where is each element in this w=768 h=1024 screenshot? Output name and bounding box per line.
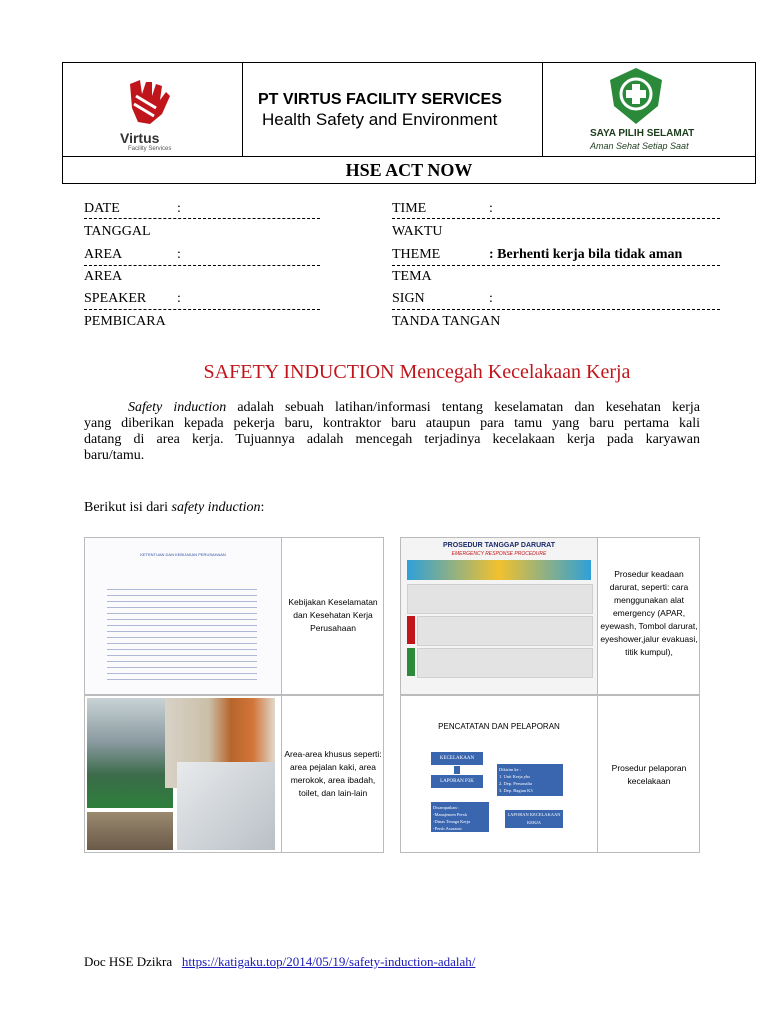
speaker-label: SPEAKER: [84, 291, 147, 306]
time-label: TIME: [392, 201, 427, 216]
reporting-flowchart: [401, 696, 598, 852]
reporting-title: PENCATATAN DAN PELAPORAN: [438, 722, 560, 731]
area-photos-image: [85, 696, 282, 852]
area-line: [84, 265, 320, 266]
policy-doc-lines: [107, 584, 257, 684]
theme-value: [489, 247, 682, 263]
theme-colon: :: [489, 247, 494, 262]
area-colon: :: [177, 247, 181, 262]
policy-caption: Kebijakan Keselamatan dan Kesehatan Kerja Perusahaan: [288, 597, 378, 633]
theme-label: THEME: [392, 247, 441, 262]
reporting-caption: Prosedur pelaporan kecelakaan: [611, 763, 687, 786]
panel-policy: [84, 537, 384, 695]
emergency-title: PROSEDUR TANGGAP DARURAT: [442, 542, 555, 549]
paragraph-line: datang di area kerja. Tujuannya adalah mencegah terjadinya kecelakaan kerja pada karyawan: [84, 432, 700, 447]
company-name: PT VIRTUS FACILITY SERVICES: [258, 91, 502, 108]
emergency-banner: [407, 560, 591, 580]
flow-notes: Dikirim ke : 1. Unit Kerja ybs 2. Dep. Personalia 3. Dep. Bagian K3: [497, 764, 563, 796]
policy-document-image: [85, 538, 282, 694]
policy-doc-title: KETENTUAN DAN KEBIJAKAN PERUSAHAAN: [140, 552, 226, 557]
emergency-procedure-image: [401, 538, 598, 694]
theme-text: Berhenti kerja bila tidak aman: [497, 247, 683, 262]
area-label: AREA: [84, 247, 123, 262]
virtus-logo: [112, 78, 192, 156]
factory-photo: [87, 698, 173, 808]
time-line: [392, 218, 720, 219]
header-divider: [542, 62, 543, 157]
paragraph-lead: Safety induction: [128, 400, 227, 415]
sign-label: SIGN: [392, 291, 425, 306]
procedure-row-2: [417, 616, 593, 646]
theme-line: [392, 265, 720, 266]
sign-line: [392, 309, 720, 310]
document-title: HSE ACT NOW: [345, 160, 473, 180]
footer: [84, 954, 475, 970]
paragraph-line: yang diberikan kepada pekerja baru, kontraktor baru ataupun para tamu yang baru pertama kali: [84, 416, 700, 431]
emergency-caption: Prosedur keadaan darurat, seperti: cara menggunakan alat emergency (APAR, eyewash, Tombol darurat, eyeshower,jalur evakuasi, titik kumpul),: [600, 569, 698, 657]
panel-reporting: [400, 695, 700, 853]
list-intro: Berikut isi dari safety induction:: [84, 500, 265, 515]
hand-icon: [112, 78, 192, 128]
panel-special-areas: [84, 695, 384, 853]
tema-label: TEMA: [392, 269, 432, 284]
header-divider: [62, 156, 756, 157]
area2-label: AREA: [84, 269, 123, 284]
date-line: [84, 218, 320, 219]
header-divider: [242, 62, 243, 157]
date-colon: :: [177, 201, 181, 216]
flow-box-kecelakaan: KECELAKAAN: [431, 752, 483, 765]
article-paragraph: [84, 400, 700, 464]
speaker-colon: :: [177, 291, 181, 306]
waktu-label: WAKTU: [392, 224, 443, 239]
sign-colon: :: [489, 291, 493, 306]
flow-arrow: [454, 766, 460, 774]
seating-photo: [87, 812, 173, 850]
department-name: Health Safety and Environment: [262, 110, 498, 129]
badge-line2: Aman Sehat Setiap Saat: [590, 141, 689, 151]
logo-text: Virtus: [120, 130, 160, 146]
paragraph-line: Safety induction adalah sebuah latihan/informasi tentang keselamatan dan kesehatan kerja: [128, 400, 700, 415]
emergency-subtitle: EMERGENCY RESPONSE PROCEDURE: [451, 551, 547, 557]
footer-label: Doc HSE Dzikra: [84, 954, 173, 969]
date-label: DATE: [84, 201, 120, 216]
areas-caption: Area-area khusus seperti: area pejalan kaki, area merokok, area ibadah, toilet, dan lain-lain: [284, 749, 382, 798]
flow-box-laporan: LAPORAN KECELAKAAN KERJA: [505, 810, 563, 828]
procedure-row-3: [417, 648, 593, 678]
flow-box-p3k: LAPORAN P3K: [431, 775, 483, 788]
badge-line1: SAYA PILIH SELAMAT: [590, 128, 695, 139]
flow-distribution: Disampaikan : -Manajemen Persh -Dinas Tenaga Kerja -Persh.Asuransi: [431, 802, 489, 832]
tanggal-label: TANGGAL: [84, 224, 151, 239]
procedure-row-marker: [407, 616, 415, 644]
paragraph-line: baru/tamu.: [84, 448, 145, 463]
procedure-row-1: [407, 584, 593, 614]
article-title: SAFETY INDUCTION Mencegah Kecelakaan Kerja: [203, 361, 631, 383]
panel-emergency: [400, 537, 700, 695]
pembicara-label: PEMBICARA: [84, 314, 166, 329]
safety-badge: [562, 66, 742, 156]
speaker-line: [84, 309, 320, 310]
procedure-row-marker: [407, 648, 415, 676]
time-colon: :: [489, 201, 493, 216]
logo-subtext: Facility Services: [128, 146, 172, 152]
tanda-tangan-label: TANDA TANGAN: [392, 314, 501, 329]
footer-link[interactable]: https://katigaku.top/2014/05/19/safety-induction-adalah/: [181, 954, 476, 969]
toilet-photo: [177, 762, 275, 850]
shield-icon: [606, 66, 666, 126]
